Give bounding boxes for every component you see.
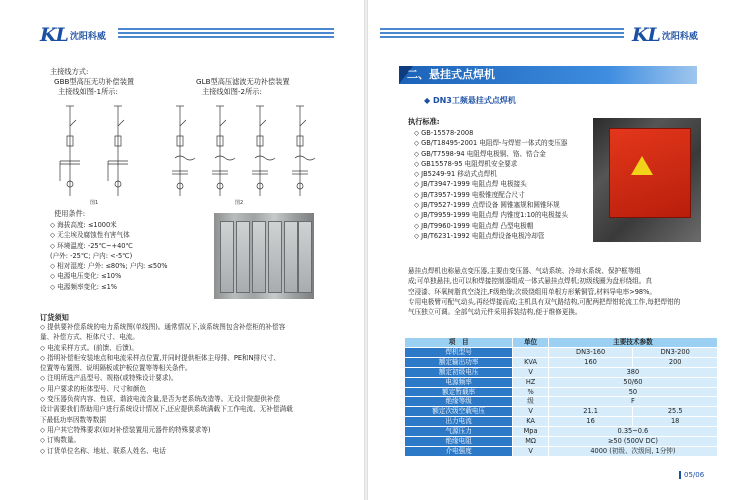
table-header-cell: 主要技术参数 bbox=[548, 338, 717, 348]
table-cell: 25.5 bbox=[633, 407, 718, 417]
table-cell: 额定暂载率 bbox=[405, 387, 513, 397]
standard-item: ◇ JB/T3947-1999 电阻点焊 电极接头 bbox=[414, 180, 527, 189]
order-item: ◇ 用户要求的柜体型号、尺寸和颜色 bbox=[40, 384, 147, 393]
wiring-diagram bbox=[50, 96, 350, 206]
order-item: 设计需要我们帮助用户进行系统设计情况下,还应提供系统满载下工作电流、无补偿满载 bbox=[40, 405, 293, 414]
condition-item: ◇ 环境温度: -25℃~+40℃ bbox=[50, 241, 133, 250]
order-item: ◇ 注明所选产品型号、规格(或特殊设计要求)。 bbox=[40, 374, 178, 383]
standard-item: ◇ GB/T7598-94 电阻焊电极铜、铬、锆合金 bbox=[414, 149, 546, 158]
product-description bbox=[408, 266, 680, 317]
conditions-list bbox=[50, 220, 168, 292]
table-cell: 介电强度 bbox=[405, 446, 513, 456]
order-title: 订货须知 bbox=[40, 313, 69, 322]
table-cell: 16 bbox=[548, 417, 633, 427]
description-line: 成;可单独悬挂,也可以和焊接控制器组成一体式悬挂点焊机;初级线圈为盘形绕组。真 bbox=[408, 277, 652, 286]
table-cell: 电源频率 bbox=[405, 377, 513, 387]
table-cell: 级 bbox=[513, 397, 548, 407]
table-row bbox=[405, 407, 718, 417]
table-header-row bbox=[405, 338, 718, 348]
condition-item: ◇ 电源电压变化: ≤10% bbox=[50, 272, 122, 281]
table-row bbox=[405, 347, 718, 357]
header-stripes bbox=[118, 28, 334, 44]
table-cell: F bbox=[548, 397, 717, 407]
table-row bbox=[405, 377, 718, 387]
table-cell: 21.1 bbox=[548, 407, 633, 417]
table-cell: DN3-200 bbox=[633, 347, 718, 357]
header-stripes bbox=[380, 28, 624, 44]
table-row bbox=[405, 397, 718, 407]
standards-list bbox=[414, 128, 568, 241]
condition-item: ◇ 电源频率变化: ≤1% bbox=[50, 282, 118, 291]
table-row bbox=[405, 446, 718, 456]
standard-item: ◇ GB15578-95 电阻焊机安全要求 bbox=[414, 159, 518, 168]
table-cell: MΩ bbox=[513, 437, 548, 447]
table-cell: ≥50 (500V DC) bbox=[548, 437, 717, 447]
order-item: ◇ 订货单位名称、地址、联系人姓名、电话 bbox=[40, 446, 166, 455]
table-cell: 160 bbox=[548, 357, 633, 367]
standard-item: ◇ JB/T9527-1999 点焊设备 圆锥塞规和圆锥环规 bbox=[414, 201, 560, 210]
fig1-circuit bbox=[60, 106, 128, 196]
table-cell: 气源压力 bbox=[405, 427, 513, 437]
table-cell: 额定初级电压 bbox=[405, 367, 513, 377]
gbb-title: GBB型高压无功补偿装置 bbox=[54, 77, 135, 86]
brand-logo bbox=[40, 24, 106, 46]
description-line: 气压独立可调。全部气动元件采用拆装结构,便于维修更换。 bbox=[408, 308, 582, 317]
order-item: 量、补偿方式、柜体尺寸、电流。 bbox=[40, 333, 139, 342]
table-cell: 出力电流 bbox=[405, 417, 513, 427]
order-item: ◇ 用户其它特殊要求(如对补偿装置用元器件的特殊要求等) bbox=[40, 425, 211, 434]
table-cell: 0.35~0.6 bbox=[548, 427, 717, 437]
order-item: ◇ 订购数量。 bbox=[40, 436, 81, 445]
table-cell: 380 bbox=[548, 367, 717, 377]
fig2-label: 图2 bbox=[235, 200, 244, 206]
table-row bbox=[405, 357, 718, 367]
table-cell: V bbox=[513, 407, 548, 417]
compensation-cabinet-photo bbox=[214, 213, 314, 299]
glb-subtitle: 主接线如图-2所示: bbox=[202, 87, 262, 96]
table-cell: 额定输出功率 bbox=[405, 357, 513, 367]
standard-item: ◇ JB/T6231-1992 电阻点焊设备电极冷却管 bbox=[414, 231, 545, 240]
fig2-circuit bbox=[172, 106, 315, 196]
product-subtitle: ◆ DN3工频悬挂式点焊机 bbox=[424, 96, 516, 105]
table-row bbox=[405, 367, 718, 377]
logo-mark: KL bbox=[632, 24, 660, 46]
condition-item: ◇ 相对湿度: 户外: ≤80%; 户内: ≤50% bbox=[50, 262, 168, 271]
order-item: ◇ 提供要补偿系统的电力系统图(单线图)。通常情况下,该系统图包含补偿柜的补偿容 bbox=[40, 323, 286, 331]
table-cell: DN3-160 bbox=[548, 347, 633, 357]
table-cell: 18 bbox=[633, 417, 718, 427]
description-line: 悬挂点焊机也称悬点变压器,主要由变压器、气动系统、冷却水系统、保护框等组 bbox=[408, 267, 641, 275]
table-cell: % bbox=[513, 387, 548, 397]
table-cell: HZ bbox=[513, 377, 548, 387]
standard-item: ◇ JB/T3957-1999 电极锥度配合尺寸 bbox=[414, 190, 525, 199]
table-header-cell: 项 目 bbox=[405, 338, 513, 348]
table-cell: 200 bbox=[633, 357, 718, 367]
standard-item: ◇ JB5249-91 移动式点焊机 bbox=[414, 170, 497, 179]
table-cell: 焊机型号 bbox=[405, 347, 513, 357]
standard-item: ◇ JB/T9960-1999 电阻点焊 凸型电极帽 bbox=[414, 221, 534, 230]
table-cell: 额定次级空载电压 bbox=[405, 407, 513, 417]
order-item: ◇ 指明补偿柜安装地点和电流采样点位置,并同时提供柜体主母排、PE和N排尺寸、 bbox=[40, 353, 280, 362]
table-cell: 绝缘等级 bbox=[405, 397, 513, 407]
order-item: 位置等布置图、说明隔板或护板位置等等相关条件。 bbox=[40, 364, 192, 373]
standards-title: 执行标准: bbox=[408, 117, 440, 126]
table-cell: KVA bbox=[513, 357, 548, 367]
page-number: 05/06 bbox=[679, 471, 704, 479]
table-cell: V bbox=[513, 446, 548, 456]
table-cell: 绝缘电阻 bbox=[405, 437, 513, 447]
table-cell: 50 bbox=[548, 387, 717, 397]
condition-item: ◇ 海拔高度: ≤1000米 bbox=[50, 221, 117, 229]
table-cell: Mpa bbox=[513, 427, 548, 437]
standard-item: ◇ JB/T9959-1999 电阻点焊 内锥度1:10的电极接头 bbox=[414, 211, 568, 220]
standard-item: ◇ GB/T18495-2001 电阻焊-与焊钳一体式的变压器 bbox=[414, 139, 568, 148]
description-line: 专用电极臂可配气动头,再经焊接而成;主机具有双气路结构,可配两把焊钳轮流工作,每把焊钳的 bbox=[408, 297, 681, 306]
order-item: ◇ 电流采样方式。(前馈、后馈)。 bbox=[40, 343, 139, 352]
spec-table bbox=[404, 337, 718, 457]
section-banner bbox=[399, 66, 697, 84]
gbb-subtitle: 主接线如图-1所示: bbox=[58, 87, 118, 96]
order-list bbox=[40, 322, 293, 456]
table-cell: KA bbox=[513, 417, 548, 427]
logo-name: 沈阳科威 bbox=[69, 31, 106, 42]
table-cell: V bbox=[513, 367, 548, 377]
left-page bbox=[0, 0, 364, 500]
table-cell bbox=[513, 347, 548, 357]
standard-item: ◇ GB-15578-2008 bbox=[414, 129, 474, 137]
logo-mark: KL bbox=[40, 24, 68, 46]
condition-item: ◇ 无尘埃及腐蚀性有害气体 bbox=[50, 231, 130, 240]
logo-name: 沈阳科威 bbox=[661, 31, 698, 42]
order-item: ◇ 变压器负荷内容、性质、谐波电流含量,是否为老系统改造等。无设计院提供补偿 bbox=[40, 395, 281, 404]
description-line: 空浸漆、环氧树脂真空浇注,F级绝缘;次级绕组用单根方形紫铜管,材料导电率>98%。 bbox=[408, 287, 656, 296]
table-cell: 50/60 bbox=[548, 377, 717, 387]
conditions-title: 使用条件: bbox=[54, 209, 86, 218]
wiring-title: 主接线方式: bbox=[50, 67, 89, 76]
table-cell: 4000 (初级、次级间, 1分钟) bbox=[548, 446, 717, 456]
spot-welder-photo bbox=[593, 118, 701, 242]
table-row bbox=[405, 427, 718, 437]
table-row bbox=[405, 437, 718, 447]
condition-item: (户外: -25℃; 户内: <-5℃) bbox=[50, 251, 133, 260]
order-item: 下最低功率因数等数据 bbox=[40, 415, 106, 424]
brand-logo bbox=[632, 24, 698, 46]
right-page bbox=[368, 0, 732, 500]
glb-title: GLB型高压滤波无功补偿装置 bbox=[196, 77, 290, 86]
table-row bbox=[405, 387, 718, 397]
table-row bbox=[405, 417, 718, 427]
table-header-cell: 单位 bbox=[513, 338, 548, 348]
section-title: 二、悬挂式点焊机 bbox=[407, 68, 495, 81]
fig1-label: 图1 bbox=[90, 200, 99, 206]
